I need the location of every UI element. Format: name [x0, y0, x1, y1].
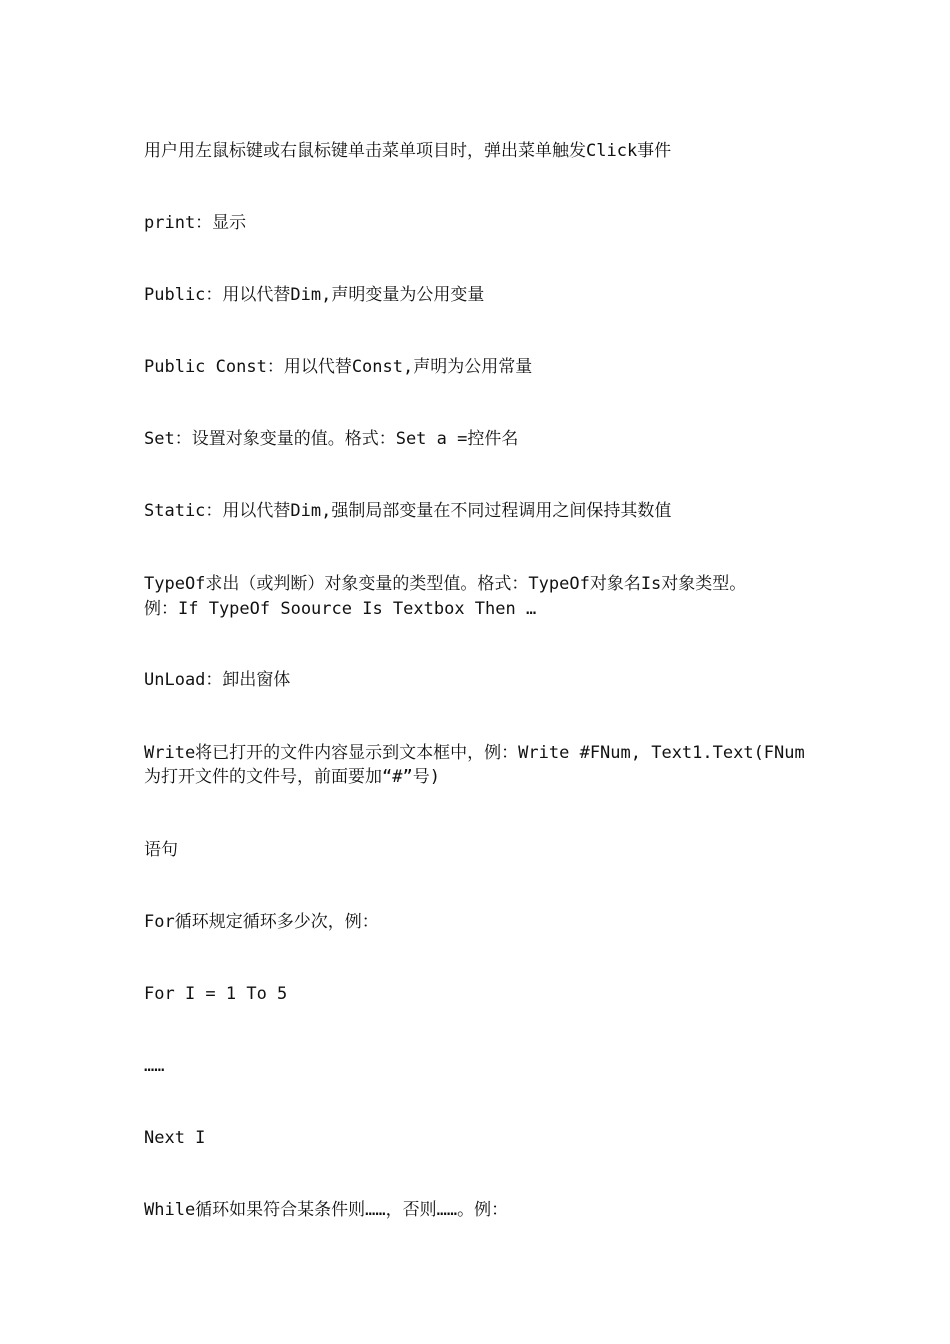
code-next-statement: Next I: [144, 1128, 206, 1148]
paragraph-while-loop: While循环如果符合某条件则……，否则……。例：: [144, 1200, 509, 1220]
section-heading-statements: 语句: [144, 840, 178, 860]
paragraph-typeof-line1: TypeOf求出（或判断）对象变量的类型值。格式：TypeOf对象名Is对象类型。: [144, 574, 747, 594]
paragraph-for-loop: For循环规定循环多少次，例：: [144, 912, 379, 932]
paragraph-public-const: Public Const：用以代替Const,声明为公用常量: [144, 357, 533, 377]
code-for-statement: For I = 1 To 5: [144, 984, 288, 1004]
code-ellipsis: ……: [144, 1056, 165, 1076]
paragraph-popup-menu-click: 用户用左鼠标键或右鼠标键单击菜单项目时，弹出菜单触发Click事件: [144, 141, 672, 161]
paragraph-set: Set：设置对象变量的值。格式：Set a =控件名: [144, 429, 519, 449]
paragraph-write-line1: Write将已打开的文件内容显示到文本框中，例：Write #FNum, Text1.Text(FNum: [144, 743, 805, 763]
paragraph-print: print：显示: [144, 213, 247, 233]
paragraph-public: Public：用以代替Dim,声明变量为公用变量: [144, 285, 485, 305]
paragraph-typeof-line2: 例：If TypeOf Soource Is Textbox Then …: [144, 599, 537, 619]
paragraph-static: Static：用以代替Dim,强制局部变量在不同过程调用之间保持其数值: [144, 501, 672, 521]
paragraph-write-line2: 为打开文件的文件号，前面要加“#”号): [144, 767, 440, 787]
paragraph-unload: UnLoad：卸出窗体: [144, 670, 291, 690]
